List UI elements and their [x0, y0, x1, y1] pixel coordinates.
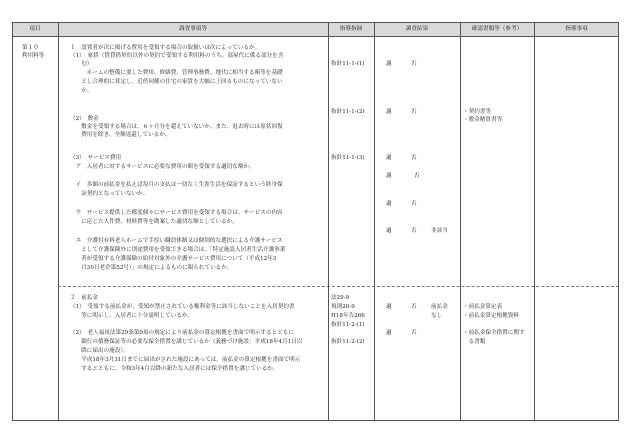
rent-line: とし合理的に算定し、近傍同種の住宅の家賃を大幅に上回るものになっていない	[70, 79, 283, 85]
col-border-0	[12, 22, 13, 421]
guidance-code: H18年告266	[331, 313, 365, 319]
per-service-fee-line: に応じた人件費、材料費等を勘案した適切な額としているか。	[70, 219, 238, 225]
result-ng: 否	[414, 173, 420, 179]
header-docs: 確認書類等（参考）	[471, 26, 523, 32]
doc-item: る書類	[463, 339, 486, 345]
prepayment-contract-line: イ 多額の前払金を払えば毎月の支払は一切なく生涯生活を保証するという終身保	[70, 182, 283, 188]
item-number: 第１０	[22, 45, 39, 51]
guidance-code: 指針11-1-(1)	[331, 61, 365, 67]
deposit-line: （2） 敷金	[70, 116, 99, 122]
col-border-6	[618, 22, 619, 421]
rent-line: む）	[70, 61, 93, 67]
deposit-line: 費用を除き、全額返還しているか。	[70, 132, 171, 138]
result-ok: 適	[386, 173, 392, 179]
result-ok: 適	[386, 61, 392, 67]
table-header-bottom	[12, 36, 619, 37]
protection-line: 降に届出の施設）。	[70, 348, 129, 354]
header-guidance: 指導指摘	[339, 26, 363, 32]
result-ok: 適	[386, 201, 392, 207]
service-fee-line: （3） サービス費用	[70, 155, 122, 161]
protection-line: するとともに、令和3年4月以降の新たな入居者には保全措置を講じているか。	[70, 366, 279, 372]
guidance-code: 指針11-2-(1)	[331, 322, 365, 328]
doc-item: ・敷金精算書等	[463, 117, 503, 123]
result-ng: 否	[411, 109, 417, 115]
guidance-code: 指針11-1-(2)	[331, 109, 365, 115]
item-title: 利用料等	[22, 53, 45, 59]
service-fee-line: ア 入居者に対するサービスに必要な費用の額を受領する適切な額か。	[70, 164, 255, 170]
rent-line: ホームの整備に要した費用、修繕費、管理事務費、地代に相当する額等を基礎	[70, 70, 283, 76]
col-border-3	[374, 22, 375, 421]
result-ok: 適	[386, 330, 392, 336]
table-border-top	[12, 22, 619, 23]
result-no-prepayment: なし	[431, 313, 443, 319]
protection-line: 平成18年3月31日までに届出がされた施設にあっては、前払金の算定根拠を書面で明示	[70, 357, 301, 363]
prepayment-contract-line: 証契約となっていないか。	[70, 191, 149, 197]
col-border-5	[534, 22, 535, 421]
result-ok: 適	[386, 155, 392, 161]
result-ng: 否	[411, 155, 417, 161]
header-instruction: 指導事項	[565, 26, 588, 32]
table-border-bottom	[12, 420, 619, 421]
result-ng: 否	[411, 330, 417, 336]
doc-item: ・前払金算定根拠資料	[463, 313, 519, 319]
per-service-fee-line: ウ サービス提供した都度個々にサービス費用を受領する場合は、サービスの内容	[70, 210, 283, 216]
deposit-line: 敷金を受領する場合は、６ヶ月分を超えていないか。また、退去時には原状回復	[70, 124, 283, 130]
guidance-code: 指針11-2-(2)	[331, 339, 365, 345]
guidance-code: 規則20-9	[331, 304, 355, 310]
col-border-1	[58, 22, 59, 421]
header-survey: 調査事項等	[179, 26, 207, 32]
doc-item: ・前払金算定表	[463, 304, 503, 310]
care-service-line: エ 介護付有料老人ホームで手厚い職員体制又は個別的な選択による介護サービス	[70, 238, 283, 244]
header-item: 項目	[29, 26, 41, 32]
section-2-title: ２ 前払金	[70, 295, 98, 301]
care-service-line: として介護保険外に別途費用を受領できる場合は、「特定施設入居者生活介護事業	[70, 247, 286, 253]
section-1-title: １ 設置者が次に掲げる費用を受領する場合の取扱いは次によっているか。	[70, 45, 261, 51]
result-ok: 適	[386, 304, 392, 310]
guidance-code: 指針11-1-(3)	[331, 155, 365, 161]
rent-line: か。	[70, 88, 93, 94]
result-not-applicable: 非該当	[431, 228, 448, 234]
col-border-4	[460, 22, 461, 421]
header-result: 調査結果	[405, 26, 429, 32]
result-ng: 否	[411, 228, 417, 234]
protection-line: （2） 老人福祉法第29条第9項の規定により前払金の算定根拠を書面で明示するとともに	[70, 330, 294, 336]
prepayment-line: 等に明示し、入居者に十分説明しているか。	[70, 313, 194, 319]
result-no-prepayment: 前払金	[431, 304, 448, 310]
rent-line: （1） 家賃（賃貸借契約以外の契約で受領する利用料のうち、部屋代に係る部分を含	[70, 53, 284, 59]
protection-line: 銀行の債務保証等の必要な保全措置を講じているか（義務づけ施設：平成18年4月1日以	[70, 339, 303, 345]
result-ng: 否	[411, 201, 417, 207]
care-service-line: 月30日老企第52号）」の規定によるものに限られているか。	[70, 265, 233, 271]
result-ng: 否	[411, 304, 417, 310]
guidance-code: 法29-9	[331, 295, 350, 301]
result-ok: 適	[386, 109, 392, 115]
doc-item: ・契約書等	[463, 109, 491, 115]
prepayment-line: （1） 受領する前払金が、受領が禁止されている権利金等に該当しないことを入居契約書	[70, 304, 295, 310]
result-ng: 否	[411, 61, 417, 67]
col-border-2	[328, 22, 329, 421]
care-service-line: 者が受領する介護保険の給付対象外の介護サービス費用について（平成12年3	[70, 256, 277, 262]
result-ok: 適	[386, 228, 392, 234]
doc-item: ・前払金保全措置に関す	[463, 330, 525, 336]
